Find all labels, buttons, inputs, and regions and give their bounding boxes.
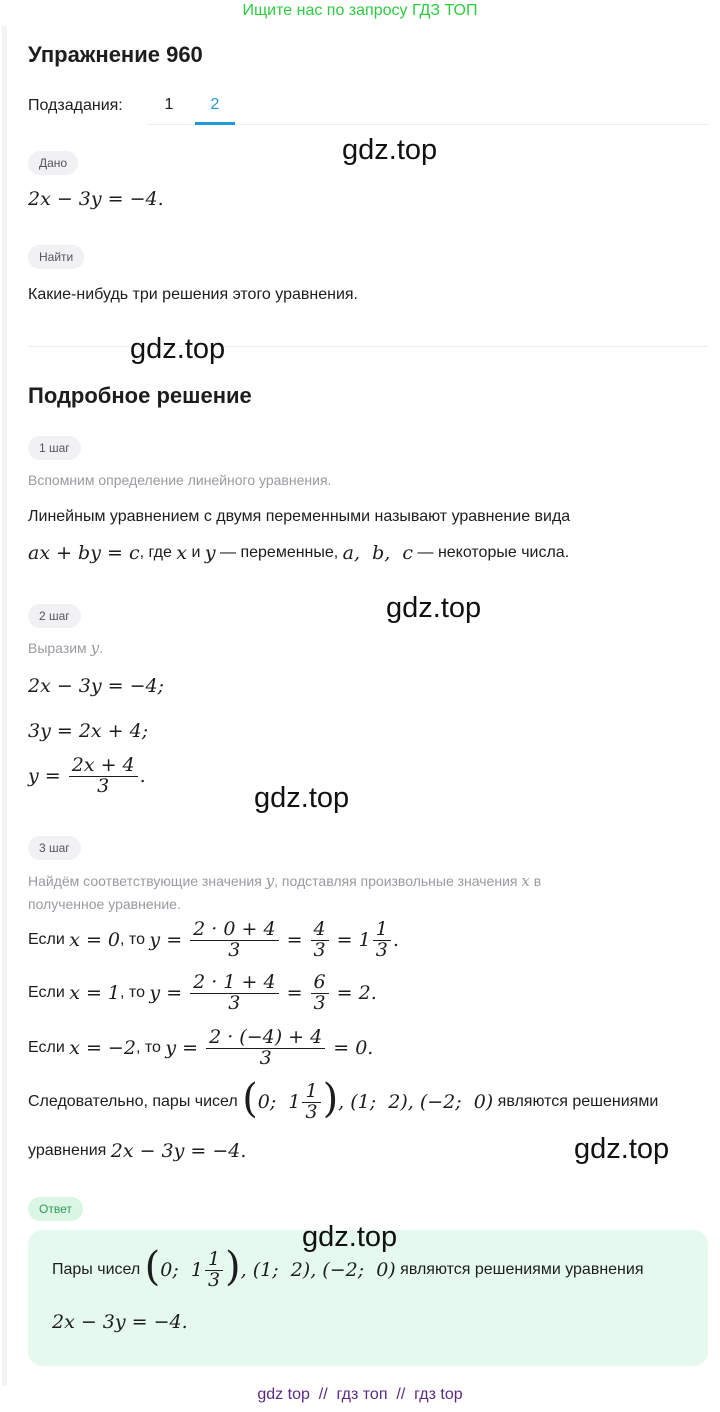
equals: = bbox=[280, 982, 309, 1005]
step1-badge: 1 шаг bbox=[28, 436, 81, 460]
pair1-a: 0; 1 bbox=[160, 1259, 203, 1282]
fraction-num: 4 bbox=[311, 920, 329, 941]
solution-title: Подробное решение bbox=[28, 383, 252, 408]
hint-prefix: Выразим bbox=[28, 640, 91, 656]
if-word: Если bbox=[28, 984, 70, 1002]
subtasks-label: Подзадания: bbox=[28, 97, 123, 114]
fraction-2 bbox=[311, 920, 329, 961]
text-where: , где bbox=[139, 544, 177, 561]
hint-suffix: . bbox=[99, 640, 103, 656]
fraction-num: 2 · 1 + 4 bbox=[190, 973, 278, 994]
hint-a: Найдём соответствующие значения bbox=[28, 873, 266, 889]
concl-equation: 2x − 3y = −4. bbox=[110, 1140, 247, 1162]
given-badge: Дано bbox=[28, 151, 78, 175]
answer-suffix: являются решениями уравнения bbox=[395, 1261, 644, 1279]
paren-open: ( bbox=[144, 1244, 161, 1291]
answer-line2: 2x − 3y = −4. bbox=[52, 1311, 188, 1333]
fraction-den: 3 bbox=[228, 991, 241, 1014]
concl-line2-prefix: уравнения bbox=[28, 1142, 111, 1159]
lhs: y = bbox=[149, 982, 189, 1005]
given-equation: 2x − 3y = −4. bbox=[28, 188, 164, 210]
lhs: y = bbox=[149, 929, 189, 952]
conclusion-line2 bbox=[28, 1140, 246, 1162]
pair1-fraction bbox=[302, 1082, 320, 1123]
hint-y: y bbox=[265, 872, 275, 890]
result: = 0. bbox=[327, 1037, 374, 1060]
tab-1[interactable]: 1 bbox=[164, 96, 174, 113]
concl-suffix: являются решениями bbox=[493, 1093, 659, 1111]
fraction-den: 3 bbox=[313, 938, 326, 961]
answer-line1 bbox=[52, 1244, 644, 1291]
then-word: , то bbox=[135, 1039, 166, 1057]
var-y: y bbox=[204, 542, 216, 564]
calc-row-1 bbox=[28, 920, 399, 961]
pair-rest: , (1; 2), (−2; 0) bbox=[240, 1259, 396, 1282]
step3-hint-line2: полученное уравнение. bbox=[28, 896, 181, 912]
step3-hint-line1 bbox=[28, 872, 541, 890]
find-text: Какие-нибудь три решения этого уравнения. bbox=[28, 286, 358, 303]
fraction-num: 2 · (−4) + 4 bbox=[206, 1028, 325, 1049]
fraction-num: 1 bbox=[302, 1082, 320, 1103]
step1-formula-line bbox=[28, 542, 569, 564]
then-word: , то bbox=[120, 984, 150, 1002]
pair-rest: , (1; 2), (−2; 0) bbox=[338, 1091, 494, 1114]
tab-2[interactable]: 2 bbox=[210, 96, 220, 113]
answer-prefix: Пары чисел bbox=[52, 1261, 145, 1279]
condition: x = 0 bbox=[69, 929, 121, 952]
then-word: , то bbox=[120, 931, 150, 949]
fraction-num: 1 bbox=[205, 1250, 223, 1271]
paren-open: ( bbox=[242, 1076, 258, 1123]
hint-var: y bbox=[90, 639, 100, 657]
calc-row-2 bbox=[28, 973, 377, 1014]
fraction-den: 3 bbox=[375, 938, 388, 961]
footer-links[interactable]: gdz top // гдз топ // гдз top bbox=[257, 1386, 463, 1403]
equals-whole: = 1 bbox=[330, 929, 371, 952]
condition: x = 1 bbox=[69, 982, 121, 1005]
lhs: y = bbox=[28, 765, 67, 788]
fraction bbox=[69, 756, 138, 797]
fraction-den: 3 bbox=[97, 774, 110, 797]
watermark: gdz.top bbox=[574, 1133, 670, 1165]
end: . bbox=[392, 929, 399, 952]
fraction-2 bbox=[311, 973, 329, 1014]
fraction-den: 3 bbox=[228, 938, 241, 961]
step1-text: Линейным уравнением с двумя переменными называют уравнение вида bbox=[28, 508, 571, 525]
pair1-fraction bbox=[205, 1250, 223, 1291]
var-x: x bbox=[176, 542, 187, 564]
step2-line3 bbox=[28, 756, 146, 797]
step3-badge: 3 шаг bbox=[28, 836, 81, 860]
if-word: Если bbox=[28, 931, 70, 949]
fraction-den: 3 bbox=[313, 991, 326, 1014]
calc-row-3 bbox=[28, 1028, 373, 1069]
equals: = bbox=[280, 929, 309, 952]
fraction bbox=[190, 920, 278, 961]
pair1-a: 0; 1 bbox=[257, 1091, 301, 1114]
watermark: gdz.top bbox=[254, 782, 350, 814]
fraction bbox=[206, 1028, 325, 1069]
step1-hint: Вспомним определение линейного уравнения. bbox=[28, 472, 332, 488]
hint-x: x bbox=[521, 872, 530, 890]
fraction-den: 3 bbox=[207, 1268, 221, 1291]
top-banner[interactable]: Ищите нас по запросу ГДЗ ТОП bbox=[242, 2, 478, 19]
watermark: gdz.top bbox=[342, 134, 438, 166]
concl-prefix: Следовательно, пары чисел bbox=[28, 1093, 243, 1111]
paren-close: ) bbox=[225, 1244, 241, 1291]
card-edge bbox=[2, 26, 7, 1386]
if-word: Если bbox=[28, 1039, 70, 1057]
fraction-den: 3 bbox=[259, 1046, 272, 1069]
step2-line2: 3y = 2x + 4; bbox=[28, 720, 149, 742]
fraction-den: 3 bbox=[305, 1100, 318, 1123]
paren-close: ) bbox=[322, 1076, 339, 1123]
coefficients: a, b, c bbox=[342, 542, 414, 564]
lhs: y = bbox=[165, 1037, 205, 1060]
step2-hint bbox=[28, 639, 103, 657]
fraction-num: 2x + 4 bbox=[69, 756, 138, 777]
end: . bbox=[139, 765, 146, 788]
linear-form: ax + by = c bbox=[28, 542, 140, 564]
watermark: gdz.top bbox=[386, 592, 482, 624]
answer-badge: Ответ bbox=[28, 1197, 83, 1221]
watermark: gdz.top bbox=[302, 1221, 398, 1253]
find-badge: Найти bbox=[28, 245, 84, 269]
exercise-title: Упражнение 960 bbox=[28, 42, 203, 67]
tab-active-indicator bbox=[195, 122, 235, 125]
watermark: gdz.top bbox=[130, 333, 226, 365]
text-and: и bbox=[187, 544, 205, 561]
fraction bbox=[190, 973, 278, 1014]
fraction-num: 6 bbox=[311, 973, 329, 994]
hint-b: , подставляя произвольные значения bbox=[274, 873, 522, 889]
fraction-num: 1 bbox=[373, 920, 391, 941]
text-numbers: — некоторые числа. bbox=[413, 544, 570, 561]
result: = 2. bbox=[330, 982, 377, 1005]
step2-line1: 2x − 3y = −4; bbox=[28, 675, 165, 697]
hint-c: в bbox=[529, 873, 542, 889]
mixed-fraction bbox=[373, 920, 391, 961]
fraction-num: 2 · 0 + 4 bbox=[190, 920, 278, 941]
step2-badge: 2 шаг bbox=[28, 604, 81, 628]
conclusion-line1 bbox=[28, 1076, 659, 1123]
text-vars: — переменные, bbox=[215, 544, 343, 561]
condition: x = −2 bbox=[69, 1037, 136, 1060]
